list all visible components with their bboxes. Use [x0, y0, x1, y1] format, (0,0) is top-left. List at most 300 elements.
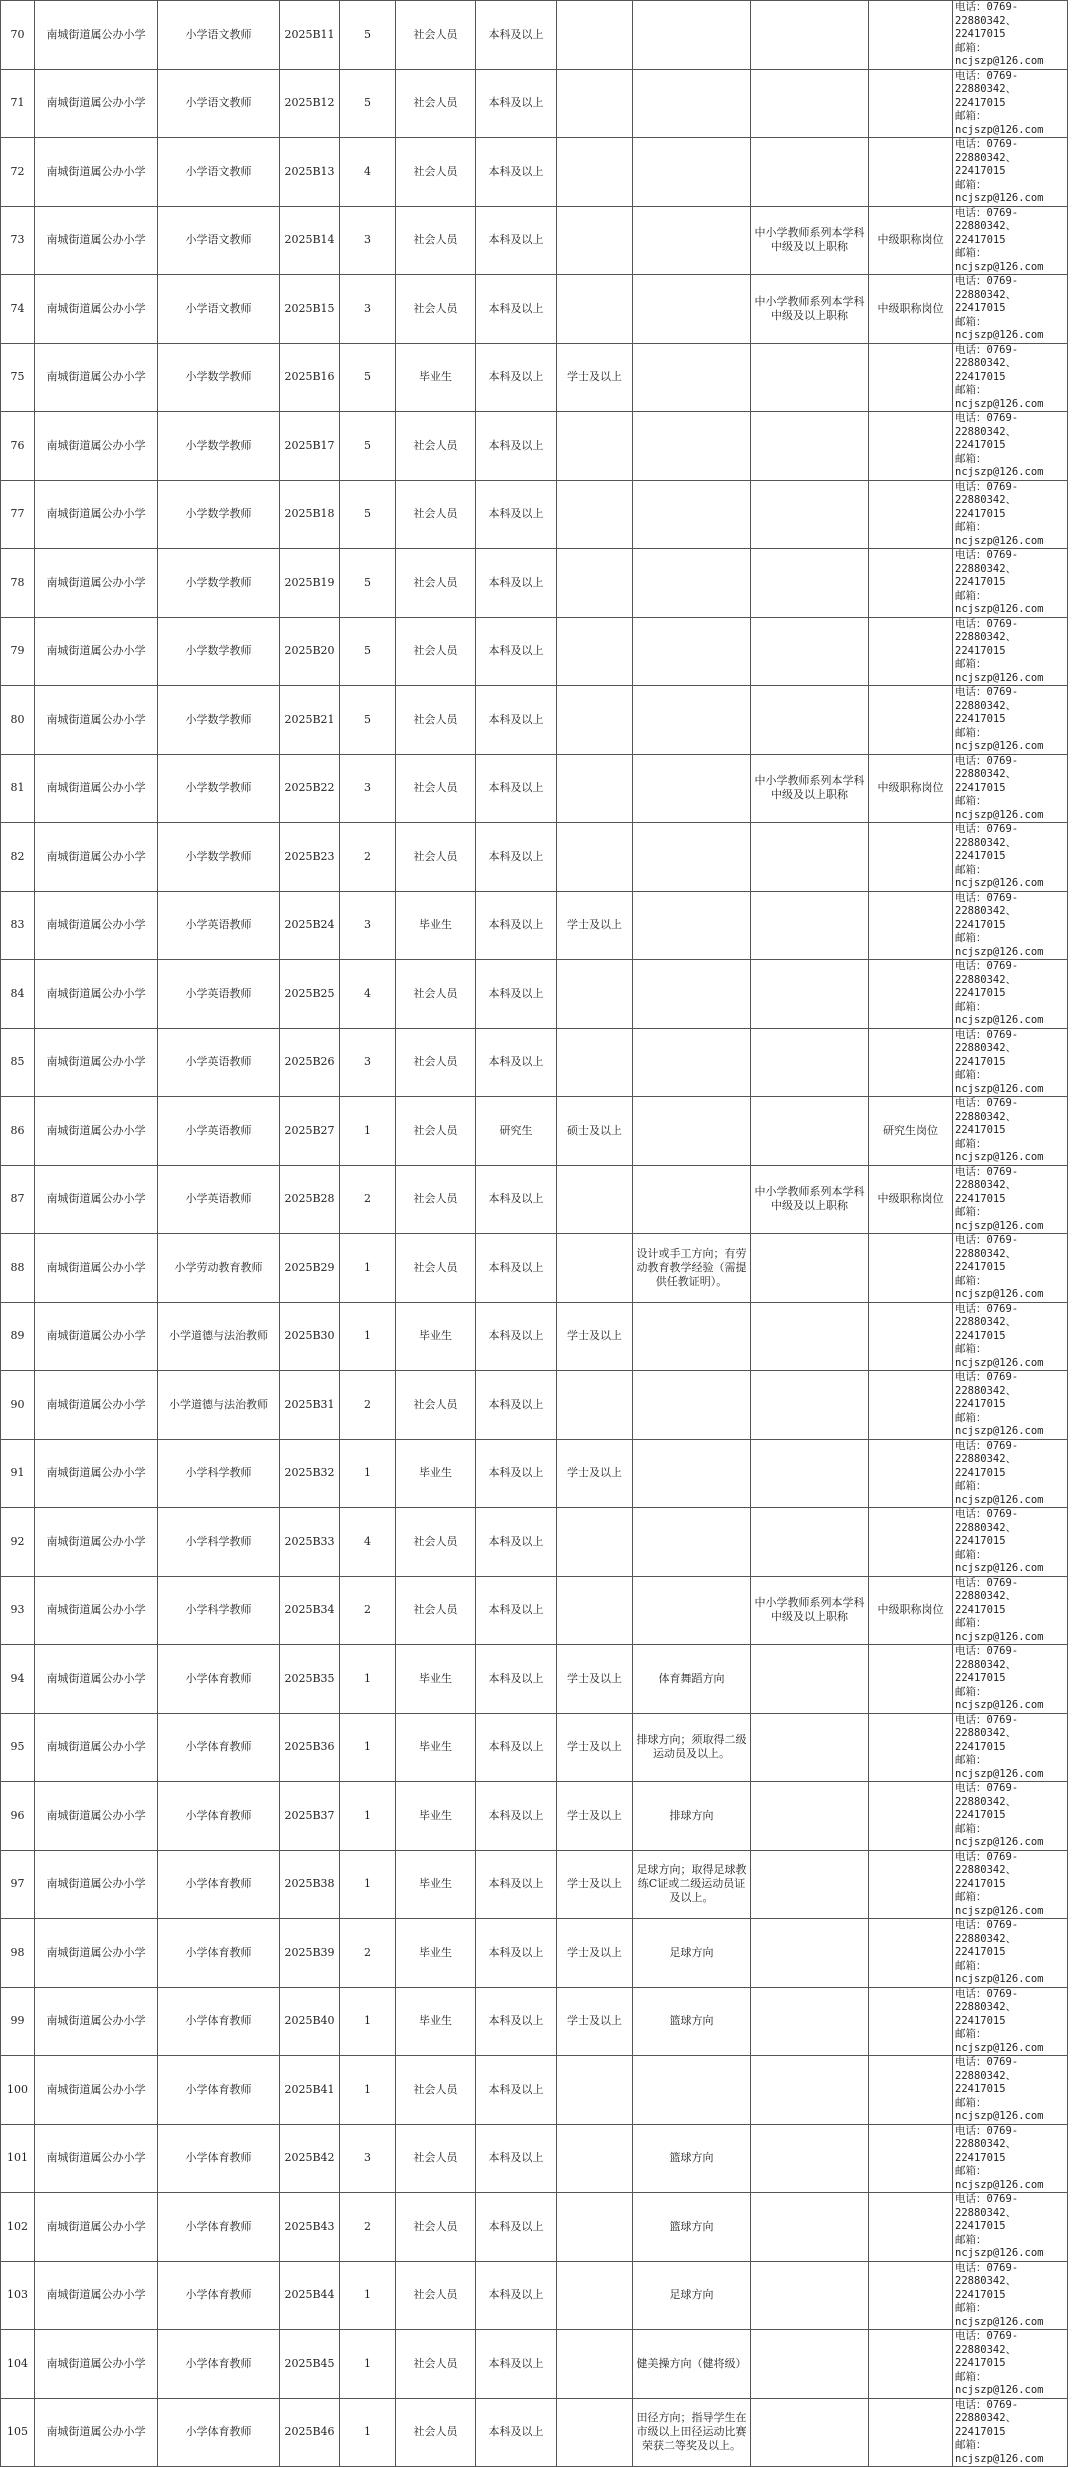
applicant-type-cell: 毕业生 — [396, 1987, 476, 2056]
applicant-type-cell: 社会人员 — [396, 549, 476, 618]
other-requirements-cell — [633, 1302, 751, 1371]
professional-title-req-cell — [751, 1, 869, 70]
post-code-cell: 2025B43 — [280, 2193, 340, 2262]
applicant-type-cell: 社会人员 — [396, 138, 476, 207]
contact-info-cell: 电话：0769-22880342、 22417015 邮箱：ncjszp@126.com — [953, 1919, 1068, 1988]
contact-info-cell: 电话：0769-22880342、 22417015 邮箱：ncjszp@126.com — [953, 754, 1068, 823]
education-req-cell: 本科及以上 — [476, 1, 557, 70]
post-category-cell — [869, 2124, 953, 2193]
post-name-cell: 小学数学教师 — [158, 617, 280, 686]
row-number-cell: 96 — [1, 1782, 35, 1851]
education-req-cell: 本科及以上 — [476, 617, 557, 686]
professional-title-req-cell — [751, 2193, 869, 2262]
other-requirements-cell: 田径方向；指导学生在市级以上田径运动比赛荣获二等奖及以上。 — [633, 2398, 751, 2467]
employer-unit-cell: 南城街道属公办小学 — [35, 2124, 158, 2193]
applicant-type-cell: 毕业生 — [396, 1850, 476, 1919]
post-category-cell — [869, 412, 953, 481]
row-number-cell: 98 — [1, 1919, 35, 1988]
row-number-cell: 97 — [1, 1850, 35, 1919]
other-requirements-cell: 设计或手工方向；有劳动教育教学经验（需提供任教证明）。 — [633, 1234, 751, 1303]
table-row — [1, 275, 1068, 344]
employer-unit-cell: 南城街道属公办小学 — [35, 275, 158, 344]
applicant-type-cell: 社会人员 — [396, 1, 476, 70]
post-category-cell — [869, 69, 953, 138]
applicant-type-cell: 社会人员 — [396, 2193, 476, 2262]
degree-req-cell — [557, 1, 633, 70]
row-number-cell: 81 — [1, 754, 35, 823]
post-category-cell — [869, 1371, 953, 1440]
contact-info-cell: 电话：0769-22880342、 22417015 邮箱：ncjszp@126.com — [953, 823, 1068, 892]
contact-info-cell: 电话：0769-22880342、 22417015 邮箱：ncjszp@126.com — [953, 1508, 1068, 1577]
post-name-cell: 小学数学教师 — [158, 823, 280, 892]
contact-info-cell: 电话：0769-22880342、 22417015 邮箱：ncjszp@126.com — [953, 1713, 1068, 1782]
table-row — [1, 2056, 1068, 2125]
other-requirements-cell — [633, 2056, 751, 2125]
employer-unit-cell: 南城街道属公办小学 — [35, 617, 158, 686]
other-requirements-cell: 篮球方向 — [633, 1987, 751, 2056]
employer-unit-cell: 南城街道属公办小学 — [35, 960, 158, 1029]
hire-count-cell: 5 — [340, 686, 396, 755]
post-category-cell — [869, 2193, 953, 2262]
other-requirements-cell — [633, 1508, 751, 1577]
post-category-cell: 中级职称岗位 — [869, 754, 953, 823]
education-req-cell: 本科及以上 — [476, 960, 557, 1029]
education-req-cell: 本科及以上 — [476, 69, 557, 138]
degree-req-cell: 学士及以上 — [557, 1713, 633, 1782]
other-requirements-cell — [633, 412, 751, 481]
education-req-cell: 本科及以上 — [476, 138, 557, 207]
degree-req-cell — [557, 1165, 633, 1234]
contact-info-cell: 电话：0769-22880342、 22417015 邮箱：ncjszp@126.com — [953, 69, 1068, 138]
applicant-type-cell: 社会人员 — [396, 1165, 476, 1234]
post-code-cell: 2025B14 — [280, 206, 340, 275]
degree-req-cell — [557, 2330, 633, 2399]
row-number-cell: 87 — [1, 1165, 35, 1234]
employer-unit-cell: 南城街道属公办小学 — [35, 1234, 158, 1303]
education-req-cell: 本科及以上 — [476, 1302, 557, 1371]
applicant-type-cell: 社会人员 — [396, 2124, 476, 2193]
table-row — [1, 754, 1068, 823]
post-code-cell: 2025B22 — [280, 754, 340, 823]
post-code-cell: 2025B41 — [280, 2056, 340, 2125]
post-category-cell: 中级职称岗位 — [869, 206, 953, 275]
post-name-cell: 小学语文教师 — [158, 1, 280, 70]
post-code-cell: 2025B12 — [280, 69, 340, 138]
education-req-cell: 本科及以上 — [476, 1371, 557, 1440]
other-requirements-cell — [633, 617, 751, 686]
applicant-type-cell: 社会人员 — [396, 754, 476, 823]
education-req-cell: 本科及以上 — [476, 823, 557, 892]
education-req-cell: 本科及以上 — [476, 412, 557, 481]
table-row — [1, 1439, 1068, 1508]
contact-info-cell: 电话：0769-22880342、 22417015 邮箱：ncjszp@126.com — [953, 480, 1068, 549]
post-name-cell: 小学体育教师 — [158, 1713, 280, 1782]
post-category-cell — [869, 2261, 953, 2330]
contact-info-cell: 电话：0769-22880342、 22417015 邮箱：ncjszp@126.com — [953, 2124, 1068, 2193]
employer-unit-cell: 南城街道属公办小学 — [35, 1028, 158, 1097]
hire-count-cell: 5 — [340, 343, 396, 412]
contact-info-cell: 电话：0769-22880342、 22417015 邮箱：ncjszp@126.com — [953, 412, 1068, 481]
hire-count-cell: 1 — [340, 1850, 396, 1919]
education-req-cell: 本科及以上 — [476, 206, 557, 275]
degree-req-cell: 学士及以上 — [557, 1987, 633, 2056]
education-req-cell: 本科及以上 — [476, 1439, 557, 1508]
post-category-cell — [869, 1, 953, 70]
post-name-cell: 小学体育教师 — [158, 1987, 280, 2056]
post-code-cell: 2025B28 — [280, 1165, 340, 1234]
post-code-cell: 2025B26 — [280, 1028, 340, 1097]
professional-title-req-cell — [751, 1439, 869, 1508]
hire-count-cell: 3 — [340, 275, 396, 344]
post-name-cell: 小学体育教师 — [158, 1850, 280, 1919]
post-name-cell: 小学英语教师 — [158, 891, 280, 960]
hire-count-cell: 2 — [340, 1576, 396, 1645]
employer-unit-cell: 南城街道属公办小学 — [35, 343, 158, 412]
professional-title-req-cell: 中小学教师系列本学科中级及以上职称 — [751, 1576, 869, 1645]
degree-req-cell — [557, 960, 633, 1029]
contact-info-cell: 电话：0769-22880342、 22417015 邮箱：ncjszp@126.com — [953, 960, 1068, 1029]
post-code-cell: 2025B29 — [280, 1234, 340, 1303]
education-req-cell: 本科及以上 — [476, 1782, 557, 1851]
other-requirements-cell: 排球方向；须取得二级运动员及以上。 — [633, 1713, 751, 1782]
professional-title-req-cell — [751, 1645, 869, 1714]
employer-unit-cell: 南城街道属公办小学 — [35, 1371, 158, 1440]
contact-info-cell: 电话：0769-22880342、 22417015 邮箱：ncjszp@126.com — [953, 1576, 1068, 1645]
applicant-type-cell: 毕业生 — [396, 343, 476, 412]
professional-title-req-cell — [751, 960, 869, 1029]
other-requirements-cell: 体育舞蹈方向 — [633, 1645, 751, 1714]
post-category-cell — [869, 2330, 953, 2399]
post-code-cell: 2025B38 — [280, 1850, 340, 1919]
degree-req-cell — [557, 2193, 633, 2262]
hire-count-cell: 5 — [340, 412, 396, 481]
employer-unit-cell: 南城街道属公办小学 — [35, 1987, 158, 2056]
degree-req-cell — [557, 206, 633, 275]
employer-unit-cell: 南城街道属公办小学 — [35, 754, 158, 823]
education-req-cell: 本科及以上 — [476, 891, 557, 960]
employer-unit-cell: 南城街道属公办小学 — [35, 1165, 158, 1234]
post-code-cell: 2025B25 — [280, 960, 340, 1029]
table-row — [1, 2124, 1068, 2193]
post-code-cell: 2025B36 — [280, 1713, 340, 1782]
professional-title-req-cell — [751, 412, 869, 481]
degree-req-cell — [557, 2056, 633, 2125]
contact-info-cell: 电话：0769-22880342、 22417015 邮箱：ncjszp@126.com — [953, 138, 1068, 207]
professional-title-req-cell: 中小学教师系列本学科中级及以上职称 — [751, 206, 869, 275]
hire-count-cell: 5 — [340, 617, 396, 686]
professional-title-req-cell — [751, 823, 869, 892]
professional-title-req-cell — [751, 2330, 869, 2399]
post-category-cell — [869, 2398, 953, 2467]
table-row — [1, 891, 1068, 960]
employer-unit-cell: 南城街道属公办小学 — [35, 480, 158, 549]
employer-unit-cell: 南城街道属公办小学 — [35, 412, 158, 481]
post-code-cell: 2025B23 — [280, 823, 340, 892]
contact-info-cell: 电话：0769-22880342、 22417015 邮箱：ncjszp@126.com — [953, 1850, 1068, 1919]
post-name-cell: 小学数学教师 — [158, 549, 280, 618]
row-number-cell: 86 — [1, 1097, 35, 1166]
contact-info-cell: 电话：0769-22880342、 22417015 邮箱：ncjszp@126.com — [953, 1987, 1068, 2056]
post-code-cell: 2025B32 — [280, 1439, 340, 1508]
table-row — [1, 1508, 1068, 1577]
education-req-cell: 本科及以上 — [476, 1713, 557, 1782]
degree-req-cell: 学士及以上 — [557, 1302, 633, 1371]
degree-req-cell: 学士及以上 — [557, 1850, 633, 1919]
contact-info-cell: 电话：0769-22880342、 22417015 邮箱：ncjszp@126.com — [953, 1165, 1068, 1234]
post-category-cell — [869, 1782, 953, 1851]
post-code-cell: 2025B33 — [280, 1508, 340, 1577]
post-name-cell: 小学体育教师 — [158, 2056, 280, 2125]
table-row — [1, 1850, 1068, 1919]
employer-unit-cell: 南城街道属公办小学 — [35, 1782, 158, 1851]
employer-unit-cell: 南城街道属公办小学 — [35, 1508, 158, 1577]
degree-req-cell — [557, 754, 633, 823]
post-code-cell: 2025B15 — [280, 275, 340, 344]
post-name-cell: 小学数学教师 — [158, 686, 280, 755]
applicant-type-cell: 毕业生 — [396, 1713, 476, 1782]
post-name-cell: 小学体育教师 — [158, 2261, 280, 2330]
post-category-cell: 中级职称岗位 — [869, 275, 953, 344]
row-number-cell: 71 — [1, 69, 35, 138]
hire-count-cell: 3 — [340, 1028, 396, 1097]
table-row — [1, 2398, 1068, 2467]
hire-count-cell: 4 — [340, 1508, 396, 1577]
table-row — [1, 1234, 1068, 1303]
education-req-cell: 本科及以上 — [476, 480, 557, 549]
hire-count-cell: 1 — [340, 1439, 396, 1508]
education-req-cell: 本科及以上 — [476, 1919, 557, 1988]
hire-count-cell: 1 — [340, 1097, 396, 1166]
row-number-cell: 76 — [1, 412, 35, 481]
post-category-cell — [869, 1987, 953, 2056]
contact-info-cell: 电话：0769-22880342、 22417015 邮箱：ncjszp@126.com — [953, 1782, 1068, 1851]
table-row — [1, 1302, 1068, 1371]
other-requirements-cell: 排球方向 — [633, 1782, 751, 1851]
education-req-cell: 本科及以上 — [476, 754, 557, 823]
table-row — [1, 1371, 1068, 1440]
post-category-cell — [869, 617, 953, 686]
applicant-type-cell: 社会人员 — [396, 2398, 476, 2467]
post-code-cell: 2025B46 — [280, 2398, 340, 2467]
row-number-cell: 89 — [1, 1302, 35, 1371]
row-number-cell: 90 — [1, 1371, 35, 1440]
other-requirements-cell — [633, 138, 751, 207]
contact-info-cell: 电话：0769-22880342、 22417015 邮箱：ncjszp@126.com — [953, 2193, 1068, 2262]
table-row — [1, 2193, 1068, 2262]
post-category-cell — [869, 1439, 953, 1508]
degree-req-cell: 学士及以上 — [557, 1645, 633, 1714]
applicant-type-cell: 社会人员 — [396, 1234, 476, 1303]
other-requirements-cell — [633, 480, 751, 549]
table-row — [1, 138, 1068, 207]
row-number-cell: 73 — [1, 206, 35, 275]
applicant-type-cell: 社会人员 — [396, 2330, 476, 2399]
applicant-type-cell: 社会人员 — [396, 480, 476, 549]
degree-req-cell — [557, 1508, 633, 1577]
employer-unit-cell: 南城街道属公办小学 — [35, 206, 158, 275]
table-row — [1, 1028, 1068, 1097]
contact-info-cell: 电话：0769-22880342、 22417015 邮箱：ncjszp@126.com — [953, 2330, 1068, 2399]
other-requirements-cell — [633, 1371, 751, 1440]
table-row — [1, 206, 1068, 275]
employer-unit-cell: 南城街道属公办小学 — [35, 1439, 158, 1508]
degree-req-cell — [557, 2398, 633, 2467]
contact-info-cell: 电话：0769-22880342、 22417015 邮箱：ncjszp@126.com — [953, 343, 1068, 412]
employer-unit-cell: 南城街道属公办小学 — [35, 686, 158, 755]
employer-unit-cell: 南城街道属公办小学 — [35, 1713, 158, 1782]
contact-info-cell: 电话：0769-22880342、 22417015 邮箱：ncjszp@126.com — [953, 1302, 1068, 1371]
row-number-cell: 74 — [1, 275, 35, 344]
post-code-cell: 2025B11 — [280, 1, 340, 70]
row-number-cell: 104 — [1, 2330, 35, 2399]
post-category-cell — [869, 480, 953, 549]
professional-title-req-cell — [751, 1987, 869, 2056]
hire-count-cell: 1 — [340, 1645, 396, 1714]
education-req-cell: 本科及以上 — [476, 1508, 557, 1577]
other-requirements-cell: 足球方向；取得足球教练C证或二级运动员证及以上。 — [633, 1850, 751, 1919]
post-name-cell: 小学体育教师 — [158, 1782, 280, 1851]
applicant-type-cell: 社会人员 — [396, 1028, 476, 1097]
post-category-cell — [869, 960, 953, 1029]
hire-count-cell: 1 — [340, 1987, 396, 2056]
table-row — [1, 1919, 1068, 1988]
professional-title-req-cell — [751, 1371, 869, 1440]
degree-req-cell — [557, 138, 633, 207]
applicant-type-cell: 社会人员 — [396, 2261, 476, 2330]
other-requirements-cell — [633, 823, 751, 892]
post-category-cell — [869, 1850, 953, 1919]
applicant-type-cell: 社会人员 — [396, 617, 476, 686]
post-name-cell: 小学体育教师 — [158, 2330, 280, 2399]
table-row — [1, 1097, 1068, 1166]
hire-count-cell: 3 — [340, 891, 396, 960]
row-number-cell: 91 — [1, 1439, 35, 1508]
post-code-cell: 2025B20 — [280, 617, 340, 686]
post-code-cell: 2025B35 — [280, 1645, 340, 1714]
post-name-cell: 小学道德与法治教师 — [158, 1371, 280, 1440]
applicant-type-cell: 社会人员 — [396, 1508, 476, 1577]
post-name-cell: 小学体育教师 — [158, 2193, 280, 2262]
hire-count-cell: 2 — [340, 1165, 396, 1234]
applicant-type-cell: 社会人员 — [396, 412, 476, 481]
professional-title-req-cell — [751, 2056, 869, 2125]
contact-info-cell: 电话：0769-22880342、 22417015 邮箱：ncjszp@126.com — [953, 1645, 1068, 1714]
post-name-cell: 小学数学教师 — [158, 754, 280, 823]
post-code-cell: 2025B37 — [280, 1782, 340, 1851]
hire-count-cell: 5 — [340, 549, 396, 618]
contact-info-cell: 电话：0769-22880342、 22417015 邮箱：ncjszp@126.com — [953, 1371, 1068, 1440]
employer-unit-cell: 南城街道属公办小学 — [35, 1302, 158, 1371]
post-code-cell: 2025B34 — [280, 1576, 340, 1645]
table-row — [1, 686, 1068, 755]
other-requirements-cell — [633, 754, 751, 823]
row-number-cell: 83 — [1, 891, 35, 960]
other-requirements-cell — [633, 1439, 751, 1508]
education-req-cell: 本科及以上 — [476, 343, 557, 412]
post-code-cell: 2025B21 — [280, 686, 340, 755]
table-row — [1, 1165, 1068, 1234]
post-name-cell: 小学科学教师 — [158, 1439, 280, 1508]
professional-title-req-cell — [751, 2124, 869, 2193]
employer-unit-cell: 南城街道属公办小学 — [35, 2398, 158, 2467]
other-requirements-cell — [633, 1165, 751, 1234]
contact-info-cell: 电话：0769-22880342、 22417015 邮箱：ncjszp@126.com — [953, 206, 1068, 275]
other-requirements-cell — [633, 549, 751, 618]
post-name-cell: 小学科学教师 — [158, 1576, 280, 1645]
post-name-cell: 小学劳动教育教师 — [158, 1234, 280, 1303]
post-category-cell — [869, 549, 953, 618]
hire-count-cell: 1 — [340, 1234, 396, 1303]
professional-title-req-cell — [751, 1234, 869, 1303]
hire-count-cell: 2 — [340, 2193, 396, 2262]
post-category-cell — [869, 1234, 953, 1303]
hire-count-cell: 2 — [340, 1371, 396, 1440]
row-number-cell: 77 — [1, 480, 35, 549]
post-category-cell — [869, 1302, 953, 1371]
professional-title-req-cell — [751, 1097, 869, 1166]
professional-title-req-cell — [751, 686, 869, 755]
contact-info-cell: 电话：0769-22880342、 22417015 邮箱：ncjszp@126.com — [953, 2261, 1068, 2330]
degree-req-cell — [557, 412, 633, 481]
hire-count-cell: 1 — [340, 1302, 396, 1371]
contact-info-cell: 电话：0769-22880342、 22417015 邮箱：ncjszp@126.com — [953, 891, 1068, 960]
applicant-type-cell: 毕业生 — [396, 1919, 476, 1988]
hire-count-cell: 1 — [340, 2056, 396, 2125]
table-row — [1, 960, 1068, 1029]
other-requirements-cell — [633, 343, 751, 412]
post-code-cell: 2025B42 — [280, 2124, 340, 2193]
employer-unit-cell: 南城街道属公办小学 — [35, 1850, 158, 1919]
other-requirements-cell: 足球方向 — [633, 1919, 751, 1988]
table-row — [1, 412, 1068, 481]
hire-count-cell: 1 — [340, 2398, 396, 2467]
degree-req-cell — [557, 275, 633, 344]
other-requirements-cell: 足球方向 — [633, 2261, 751, 2330]
professional-title-req-cell — [751, 69, 869, 138]
contact-info-cell: 电话：0769-22880342、 22417015 邮箱：ncjszp@126.com — [953, 1097, 1068, 1166]
education-req-cell: 本科及以上 — [476, 2261, 557, 2330]
post-code-cell: 2025B18 — [280, 480, 340, 549]
post-category-cell: 研究生岗位 — [869, 1097, 953, 1166]
professional-title-req-cell — [751, 138, 869, 207]
row-number-cell: 85 — [1, 1028, 35, 1097]
row-number-cell: 93 — [1, 1576, 35, 1645]
education-req-cell: 本科及以上 — [476, 2124, 557, 2193]
other-requirements-cell: 篮球方向 — [633, 2193, 751, 2262]
professional-title-req-cell — [751, 617, 869, 686]
post-code-cell: 2025B30 — [280, 1302, 340, 1371]
post-name-cell: 小学语文教师 — [158, 138, 280, 207]
degree-req-cell — [557, 1234, 633, 1303]
employer-unit-cell: 南城街道属公办小学 — [35, 1, 158, 70]
table-row — [1, 343, 1068, 412]
education-req-cell: 本科及以上 — [476, 2056, 557, 2125]
degree-req-cell — [557, 2124, 633, 2193]
post-code-cell: 2025B40 — [280, 1987, 340, 2056]
row-number-cell: 105 — [1, 2398, 35, 2467]
post-category-cell — [869, 343, 953, 412]
employer-unit-cell: 南城街道属公办小学 — [35, 1576, 158, 1645]
degree-req-cell — [557, 1371, 633, 1440]
professional-title-req-cell: 中小学教师系列本学科中级及以上职称 — [751, 754, 869, 823]
contact-info-cell: 电话：0769-22880342、 22417015 邮箱：ncjszp@126.com — [953, 1028, 1068, 1097]
post-code-cell: 2025B45 — [280, 2330, 340, 2399]
employer-unit-cell: 南城街道属公办小学 — [35, 69, 158, 138]
hire-count-cell: 3 — [340, 206, 396, 275]
post-category-cell: 中级职称岗位 — [869, 1576, 953, 1645]
hire-count-cell: 4 — [340, 960, 396, 1029]
table-row — [1, 1576, 1068, 1645]
